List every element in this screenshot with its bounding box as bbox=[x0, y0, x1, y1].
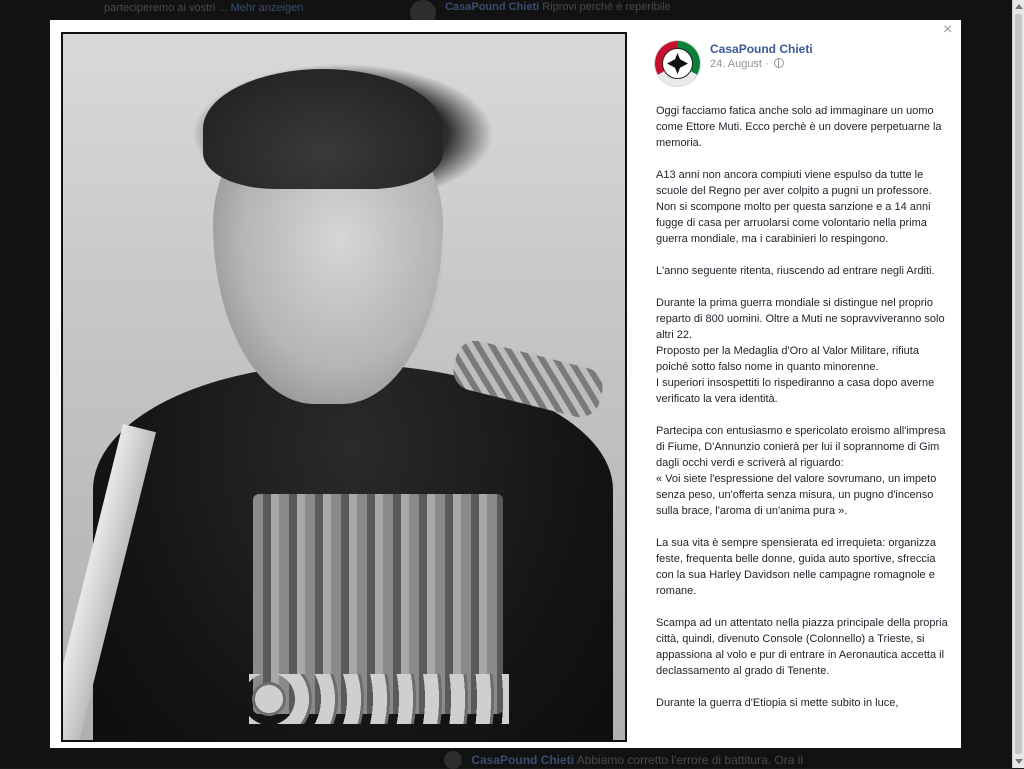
post-paragraph: L'anno seguente ritenta, riuscendo ad entrare negli Arditi. bbox=[656, 265, 935, 277]
casapound-logo-icon[interactable] bbox=[655, 41, 700, 86]
post-paragraph: Scampa ad un attentato nella piazza principale della propria città, quindi, divenuto Console (Colonnello) a Trieste, si appassiona al volo e pur di entrare in Aeronautica accetta il declassamento al grado di Tenente. bbox=[656, 617, 948, 677]
background-reply-snippet bbox=[410, 0, 671, 20]
meta-separator: · bbox=[765, 58, 769, 70]
post-paragraph: I superiori insospettiti lo rispediranno a casa dopo averne verificato la vera identità. bbox=[656, 377, 935, 405]
post-side-panel bbox=[640, 20, 961, 748]
background-author-link[interactable]: CasaPound Chieti bbox=[445, 1, 540, 13]
show-more-link[interactable]: Mehr anzeigen bbox=[230, 2, 304, 14]
scroll-down-icon[interactable] bbox=[1015, 759, 1023, 764]
post-paragraph: Oggi facciamo fatica anche solo ad immaginare un uomo come Ettore Muti. Ecco perchè è un dovere perpetuarne la memoria. bbox=[656, 105, 942, 149]
background-comment-text: parteciperemo ai vostri ... bbox=[104, 2, 228, 14]
photo-hair bbox=[203, 69, 443, 189]
photo-medals bbox=[249, 674, 509, 724]
post-message bbox=[656, 103, 952, 727]
background-bottom-text: Abbiamo corretto l'errore di battitura. Ora il bbox=[576, 753, 804, 767]
close-icon[interactable]: × bbox=[943, 21, 953, 38]
globe-icon[interactable] bbox=[774, 58, 784, 68]
scroll-thumb[interactable] bbox=[1015, 14, 1022, 754]
avatar bbox=[444, 751, 462, 769]
scroll-up-icon[interactable] bbox=[1015, 4, 1023, 9]
background-bottom-snippet bbox=[444, 751, 803, 769]
post-quote: « Voi siete l'espressione del valore sovrumano, un impeto senza peso, un'offerta senza misura, un pugno d'incenso sulla brace, l'aroma di un'anima pura ». bbox=[656, 473, 937, 517]
background-author-link[interactable]: CasaPound Chieti bbox=[471, 753, 575, 767]
post-paragraph: Durante la prima guerra mondiale si distingue nel proprio reparto di 800 uomini. Oltre a Muti ne sopravviveranno solo altri 22. bbox=[656, 297, 945, 341]
photo-lightbox bbox=[50, 20, 961, 748]
portrait-photo[interactable] bbox=[61, 32, 627, 742]
page-name-link[interactable]: CasaPound Chieti bbox=[710, 42, 813, 56]
background-reply-text: Riprovi perché è reperibile bbox=[542, 1, 671, 13]
post-date-link[interactable]: 24. August bbox=[710, 58, 762, 70]
post-paragraph: A13 anni non ancora compiuti viene espulso da tutte le scuole del Regno per aver colpito a pugni un professore. Non si scompone molto per questa sanzione e a 14 anni fugge di casa per arruolarsi come volontario nella prima guerra mondiale, ma i carabinieri lo respingono. bbox=[656, 169, 932, 245]
photo-stage[interactable] bbox=[50, 20, 640, 748]
background-comment-snippet bbox=[104, 2, 303, 14]
post-paragraph: La sua vita è sempre spensierata ed irrequieta: organizza feste, frequenta belle donne, guida auto sportive, sfreccia con la sua Harley Davidson nelle campagne romagnole e romane. bbox=[656, 537, 937, 597]
post-meta bbox=[710, 58, 784, 70]
post-paragraph: Durante la guerra d'Etiopia si mette subito in luce, bbox=[656, 697, 899, 709]
post-paragraph: Proposto per la Medaglia d'Oro al Valor Militare, rifiuta poiché sotto falso nome in quanto minorenne. bbox=[656, 345, 919, 373]
post-paragraph: Partecipa con entusiasmo e spericolato eroismo all'impresa di Fiume, D'Annunzio conierà per lui il soprannome di Gim dagli occhi verdi e scriverà al riguardo: bbox=[656, 425, 946, 469]
page-scrollbar[interactable] bbox=[1012, 0, 1024, 768]
